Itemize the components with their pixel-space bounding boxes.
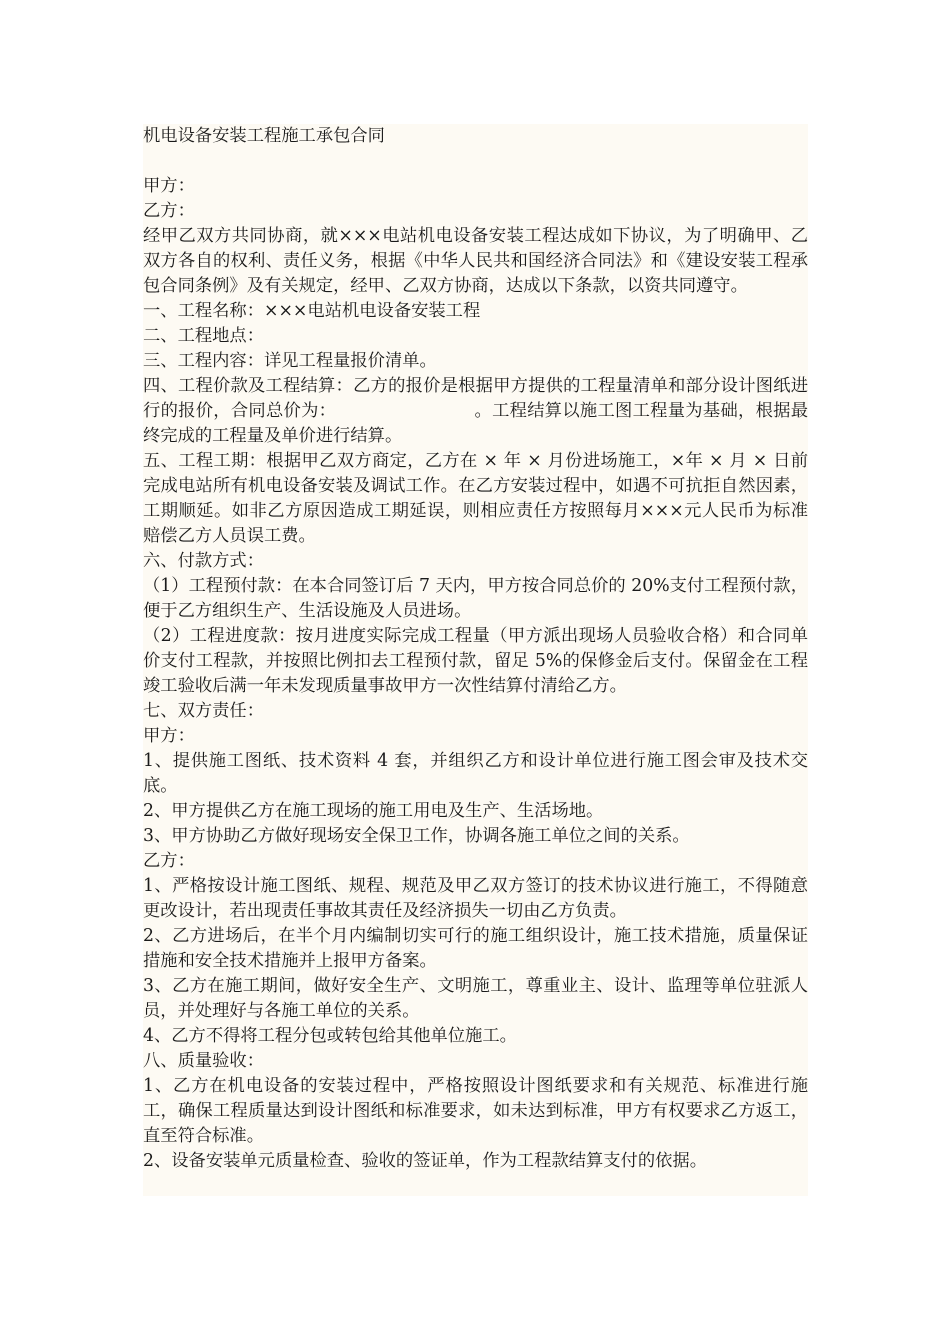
clause-7-responsibilities-heading: 七、双方责任：	[143, 701, 264, 721]
clause-2-project-location: 二、工程地点：	[143, 326, 264, 346]
clause-5-schedule: 五、工程工期：根据甲乙双方商定，乙方在 × 年 × 月份进场施工，×年 × 月 × 日前完成电站所有机电设备安装及调试工作。在乙方安装过程中，如遇不可抗拒自然因素，工期顺延。如非乙方原因造成工期延误，则相应责任方按照每月×××元人民币为标准赔偿乙方人员误工费。	[143, 451, 808, 546]
clause-8-quality-heading: 八、质量验收：	[143, 1051, 264, 1071]
quality-item-1: 1、乙方在机电设备的安装过程中，严格按照设计图纸要求和有关规范、标准进行施工，确保工程质量达到设计图纸和标准要求，如未达到标准，甲方有权要求乙方返工，直至符合标准。	[143, 1076, 808, 1146]
party-a-item-2: 2、甲方提供乙方在施工现场的施工用电及生产、生活场地。	[143, 801, 604, 821]
document-title: 机电设备安装工程施工承包合同	[143, 126, 385, 146]
clause-6-progress-payment: （2）工程进度款：按月进度实际完成工程量（甲方派出现场人员验收合格）和合同单价支付工程款，并按照比例扣去工程预付款，留足 5%的保修金后支付。保留金在工程竣工验收后满一年未发现质量事故甲方一次性结算付清给乙方。	[143, 626, 808, 696]
party-a-item-3: 3、甲方协助乙方做好现场安全保卫工作，协调各施工单位之间的关系。	[143, 826, 690, 846]
party-a-line: 甲方：	[143, 176, 195, 196]
party-b-responsibilities-label: 乙方：	[143, 851, 195, 871]
clause-4-text-part-1: 四、工程价款及工程结算：乙方的报价是根据甲方提供的工程量清单和部分设计图纸进行的报价，合同总价为：	[143, 376, 808, 421]
party-a-item-1: 1、提供施工图纸、技术资料 4 套，并组织乙方和设计单位进行施工图会审及技术交底。	[143, 751, 808, 796]
quality-item-2: 2、设备安装单元质量检查、验收的签证单，作为工程款结算支付的依据。	[143, 1151, 707, 1171]
clause-4-text-part-2: 。工程结算以施工图工程量为基础，根据最终完成的工程量及单价进行结算。	[143, 401, 808, 446]
clause-6-payment-heading: 六、付款方式：	[143, 551, 264, 571]
preamble-paragraph: 经甲乙双方共同协商，就×××电站机电设备安装工程达成如下协议，为了明确甲、乙双方各自的权利、责任义务，根据《中华人民共和国经济合同法》和《建设安装工程承包合同条例》及有关规定，经甲、乙双方协商，达成以下条款，以资共同遵守。	[143, 226, 808, 296]
clause-3-project-content: 三、工程内容：详见工程量报价清单。	[143, 351, 437, 371]
party-b-line: 乙方：	[143, 201, 195, 221]
clause-1-project-name: 一、工程名称：×××电站机电设备安装工程	[143, 301, 481, 321]
party-a-responsibilities-label: 甲方：	[143, 726, 195, 746]
party-b-item-1: 1、严格按设计施工图纸、规程、规范及甲乙双方签订的技术协议进行施工，不得随意更改设计，若出现责任事故其责任及经济损失一切由乙方负责。	[143, 876, 808, 921]
clause-4-price-settlement	[143, 374, 808, 449]
party-b-item-4: 4、乙方不得将工程分包或转包给其他单位施工。	[143, 1026, 517, 1046]
party-b-item-3: 3、乙方在施工期间，做好安全生产、文明施工，尊重业主、设计、监理等单位驻派人员，并处理好与各施工单位的关系。	[143, 976, 808, 1021]
clause-6-advance-payment: （1）工程预付款：在本合同签订后 7 天内，甲方按合同总价的 20%支付工程预付款，便于乙方组织生产、生活设施及人员进场。	[143, 576, 808, 621]
party-b-item-2: 2、乙方进场后，在半个月内编制切实可行的施工组织设计，施工技术措施，质量保证措施和安全技术措施并上报甲方备案。	[143, 926, 808, 971]
document-page	[143, 124, 808, 1196]
